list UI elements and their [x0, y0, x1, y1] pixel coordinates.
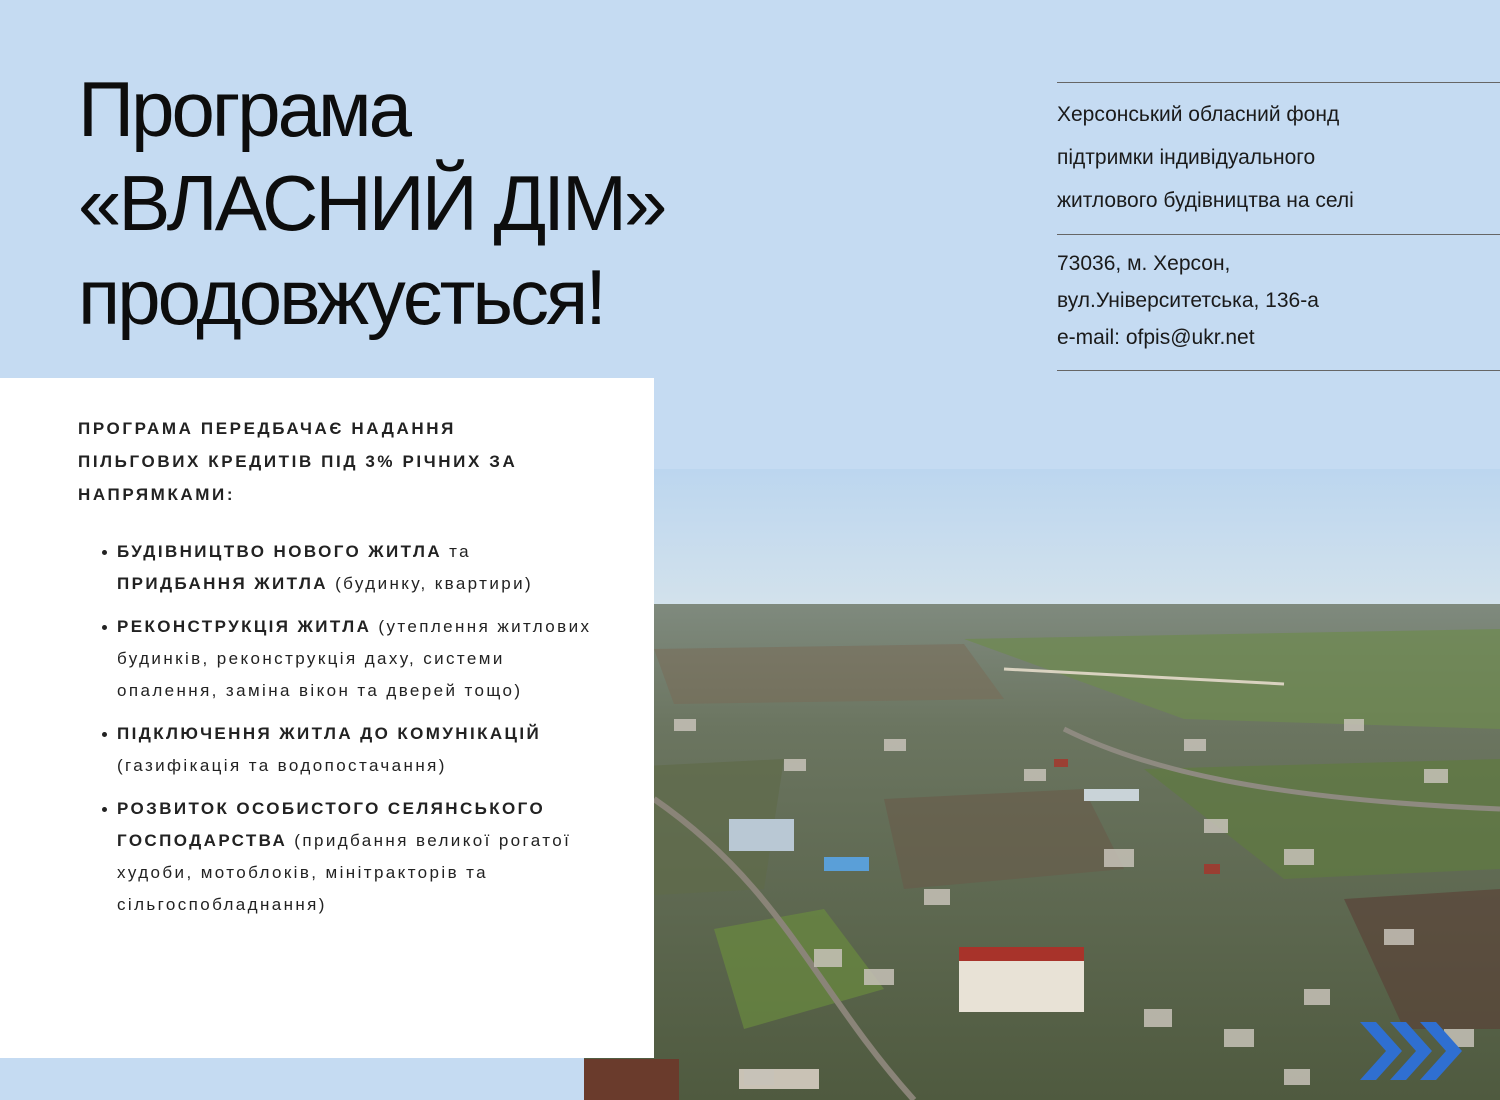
email-link[interactable]: e-mail: ofpis@ukr.net	[1057, 326, 1255, 349]
info-card	[0, 378, 654, 1058]
direction-bold: РОЗВИТОК ОСОБИСТОГО СЕЛЯНСЬКОГО ГОСПОДАРСТВА	[117, 799, 546, 850]
divider-bottom	[1057, 370, 1500, 371]
fund-line-1: Херсонський обласний фонд	[1057, 103, 1340, 126]
direction-text-2: (будинку, квартири)	[327, 574, 534, 593]
list-item	[117, 536, 597, 600]
directions-list	[117, 536, 597, 932]
list-item	[117, 793, 597, 921]
title-line-3: продовжується!	[78, 253, 604, 341]
fund-name	[1057, 83, 1500, 234]
chevron-arrows-icon	[1360, 1016, 1470, 1086]
fund-line-3: житлового будівництва на селі	[1057, 189, 1354, 212]
direction-text: (придбання великої рогатої худоби, мотоблоків, мінітракторів та сільгоспобладнання)	[117, 831, 572, 914]
aerial-village-photo	[584, 469, 1500, 1100]
title-line-1: Програма	[78, 65, 410, 153]
program-intro: ПРОГРАМА ПЕРЕДБАЧАЄ НАДАННЯ ПІЛЬГОВИХ КРЕДИТІВ ПІД 3% РІЧНИХ ЗА НАПРЯМКАМИ:	[78, 419, 518, 504]
direction-bold: РЕКОНСТРУКЦІЯ ЖИТЛА	[117, 617, 372, 636]
direction-bold: БУДІВНИЦТВО НОВОГО ЖИТЛА	[117, 542, 443, 561]
list-item	[117, 718, 597, 782]
direction-text: (утеплення житлових будинків, реконструкція даху, системи опалення, заміна вікон та дверей тощо)	[117, 617, 592, 700]
direction-bold: ПІДКЛЮЧЕННЯ ЖИТЛА ДО КОМУНІКАЦІЙ	[117, 724, 542, 743]
contact-block	[1057, 82, 1500, 371]
address-line-2: вул.Університетська, 136-а	[1057, 289, 1319, 312]
direction-bold-2: ПРИДБАННЯ ЖИТЛА	[117, 574, 328, 593]
direction-text: (газифікація та водопостачання)	[117, 756, 447, 775]
direction-text: та	[442, 542, 471, 561]
address	[1057, 235, 1500, 370]
list-item	[117, 611, 597, 707]
page-title	[78, 62, 698, 344]
title-line-2: «ВЛАСНИЙ ДІМ»	[78, 159, 665, 247]
address-line-1: 73036, м. Херсон,	[1057, 252, 1231, 275]
fund-line-2: підтримки індивідуального	[1057, 146, 1316, 169]
